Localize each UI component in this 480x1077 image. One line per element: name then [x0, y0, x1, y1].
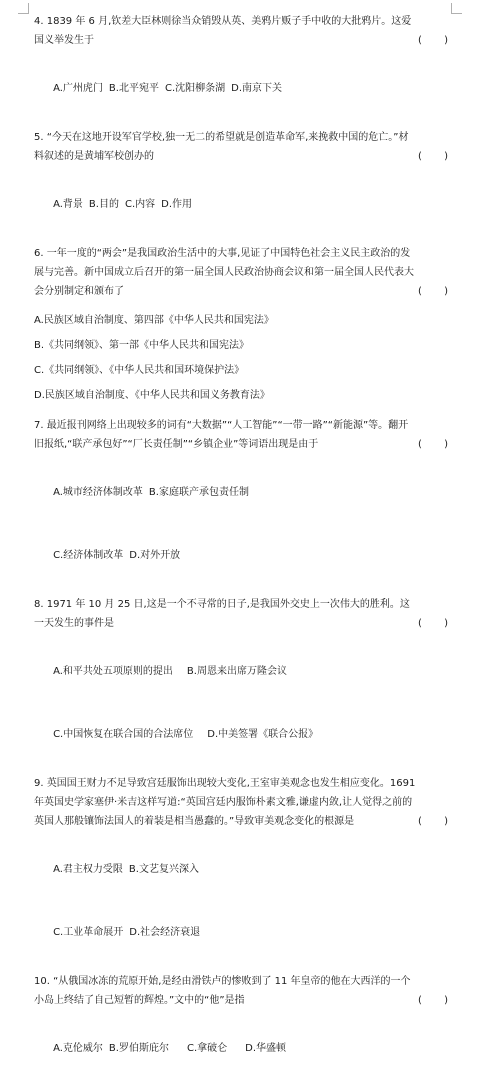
- page-corner-mark-right: [451, 3, 462, 14]
- option-d[interactable]: D.南京下关: [231, 83, 283, 94]
- option-d[interactable]: D.中美签署《联合公报》: [207, 729, 319, 740]
- option-c[interactable]: C.经济体制改革: [53, 550, 124, 561]
- question-10: [34, 972, 448, 1077]
- answer-bracket: ( ): [417, 618, 448, 629]
- option-a[interactable]: A.克伦威尔: [53, 1043, 103, 1054]
- option-b[interactable]: B.北平宛平: [108, 83, 159, 94]
- option-b[interactable]: B.周恩来出席万隆会议: [186, 666, 287, 677]
- answer-bracket: ( ): [417, 439, 448, 450]
- page-corner-mark-left: [18, 3, 29, 14]
- option-a[interactable]: A.广州虎门: [53, 83, 103, 94]
- options-row: [34, 60, 448, 117]
- option-a[interactable]: A.民族区域自治制度、第四部《中华人民共和国宪法》: [34, 315, 274, 326]
- question-stem: 10. “从俄国冰冻的荒原开始,是经由滑铁卢的惨败到了 11 年皇帝的他在大西洋的一个小岛上终结了自己短暂的辉煌。”文中的“他”是指: [34, 976, 411, 1006]
- question-page: [34, 12, 448, 1077]
- answer-bracket: ( ): [417, 151, 448, 162]
- option-a[interactable]: A.君主权力受限: [53, 864, 123, 875]
- question-9: [34, 774, 448, 961]
- option-b[interactable]: B.文艺复兴深入: [128, 864, 199, 875]
- options-row: [34, 841, 448, 898]
- answer-bracket: ( ): [417, 35, 448, 46]
- option-b[interactable]: B.目的: [88, 199, 119, 210]
- question-stem: 6. 一年一度的“两会”是我国政治生活中的大事,见证了中国特色社会主义民主政治的发展与完善。新中国成立后召开的第一届全国人民政治协商会议和第一届全国人民代表大会分别制定和颁布了: [34, 248, 414, 297]
- question-8: [34, 595, 448, 763]
- question-stem: 4. 1839 年 6 月,钦差大臣林则徐当众销毁从英、美鸦片贩子手中收的大批鸦片。这爱国义举发生于: [34, 16, 412, 46]
- options-row: [34, 527, 448, 584]
- question-4: [34, 12, 448, 117]
- option-d[interactable]: D.作用: [161, 199, 193, 210]
- option-a[interactable]: A.城市经济体制改革: [53, 487, 143, 498]
- question-stem: 8. 1971 年 10 月 25 日,这是一个不寻常的日子,是我国外交史上一次伟大的胜利。这一天发生的事件是: [34, 599, 410, 629]
- option-d[interactable]: D.民族区域自治制度、《中华人民共和国义务教育法》: [34, 390, 270, 401]
- options-row: [34, 1020, 448, 1077]
- option-a[interactable]: A.背景: [53, 199, 83, 210]
- answer-bracket: ( ): [417, 995, 448, 1006]
- question-stem: 7. 最近报刊网络上出现较多的词有“大数据”“人工智能”“一带一路”“新能源”等。翻开旧报纸,“联产承包好”“厂长责任制”“乡镇企业”等词语出现是由于: [34, 420, 409, 450]
- option-c[interactable]: C.沈阳柳条湖: [164, 83, 226, 94]
- option-a[interactable]: A.和平共处五项原则的提出: [53, 666, 173, 677]
- option-c[interactable]: C.工业革命展开: [53, 927, 124, 938]
- option-b[interactable]: B.家庭联产承包责任制: [148, 487, 249, 498]
- option-c[interactable]: C.《共同纲领》、《中华人民共和国环境保护法》: [34, 365, 245, 376]
- answer-bracket: ( ): [417, 816, 448, 827]
- option-b[interactable]: B.罗伯斯庇尔: [108, 1043, 169, 1054]
- option-d[interactable]: D.华盛顿: [245, 1043, 287, 1054]
- question-6: [34, 244, 448, 405]
- options-row: [34, 904, 448, 961]
- question-5: [34, 128, 448, 233]
- option-c[interactable]: C.拿破仑: [186, 1043, 228, 1054]
- options-row: [34, 464, 448, 521]
- options-row: [34, 643, 448, 700]
- question-7: [34, 416, 448, 584]
- answer-bracket: ( ): [417, 286, 448, 297]
- options-row: [34, 176, 448, 233]
- options-row: [34, 706, 448, 763]
- question-stem: 9. 英国国王财力不足导致宫廷服饰出现较大变化,王室审美观念也发生相应变化。1691 年英国史学家塞伊·米吉这样写道:“英国宫廷内服饰朴素文雅,谦虚内敛,让人觉得之前的英国人那般镶饰法国人的着装是相当愚蠢的。”导致审美观念变化的根源是: [34, 778, 416, 827]
- option-c[interactable]: C.内容: [124, 199, 156, 210]
- option-b[interactable]: B.《共同纲领》、第一部《中华人民共和国宪法》: [34, 340, 250, 351]
- option-d[interactable]: D.社会经济衰退: [129, 927, 201, 938]
- question-stem: 5. “今天在这地开设军官学校,独一无二的希望就是创造革命军,来挽救中国的危亡。”材料叙述的是黄埔军校创办的: [34, 132, 409, 162]
- option-d[interactable]: D.对外开放: [129, 550, 181, 561]
- option-c[interactable]: C.中国恢复在联合国的合法席位: [53, 729, 194, 740]
